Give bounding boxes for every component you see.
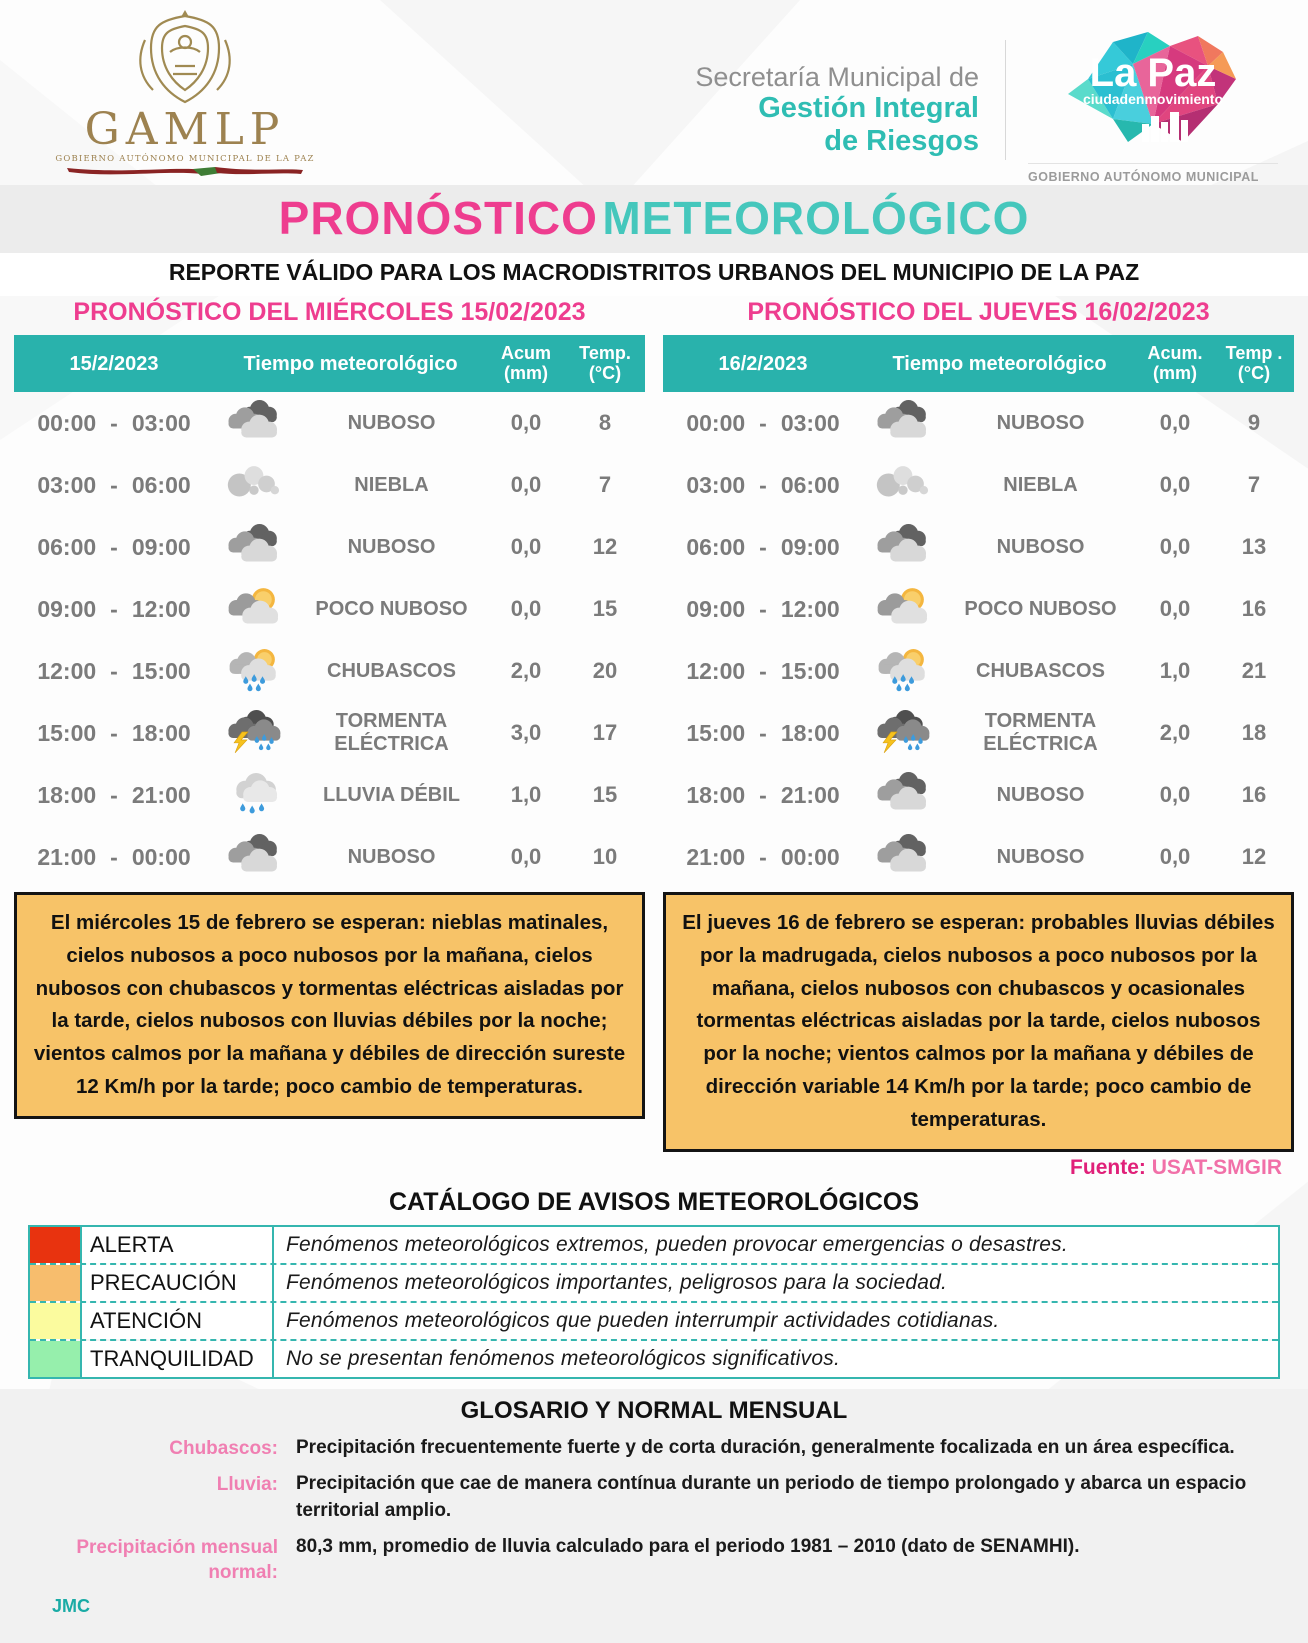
footer-initials: JMC xyxy=(52,1595,91,1616)
forecast-row xyxy=(14,392,645,454)
time-separator: - xyxy=(759,719,767,746)
lapaz-caption: GOBIERNO AUTÓNOMO MUNICIPAL xyxy=(1028,163,1278,184)
weather-icon-cell xyxy=(863,462,945,508)
partly-cloudy-icon xyxy=(874,586,934,632)
time-range xyxy=(14,534,214,561)
glossary-entry xyxy=(28,1534,1280,1585)
time-start: 00:00 xyxy=(686,409,746,436)
time-range xyxy=(663,472,863,499)
condition-label: CHUBASCOS xyxy=(976,659,1105,682)
time-range xyxy=(663,720,863,747)
time-separator: - xyxy=(759,471,767,498)
header-divider xyxy=(1005,40,1006,160)
weather-icon-cell xyxy=(214,834,296,880)
time-separator: - xyxy=(110,471,118,498)
temperature-value: 17 xyxy=(592,720,618,745)
time-separator: - xyxy=(759,533,767,560)
time-start: 12:00 xyxy=(686,657,746,684)
temperature-value: 13 xyxy=(1241,534,1267,559)
time-separator: - xyxy=(110,843,118,870)
time-end: 03:00 xyxy=(131,409,191,436)
time-end: 21:00 xyxy=(780,781,840,808)
time-start: 03:00 xyxy=(686,471,746,498)
secretaria-line3: de Riesgos xyxy=(824,124,979,157)
time-start: 06:00 xyxy=(686,533,746,560)
time-start: 21:00 xyxy=(37,843,97,870)
catalog-row xyxy=(30,1227,1278,1263)
forecast-grid xyxy=(0,296,1308,1152)
condition-label: NIEBLA xyxy=(1003,473,1078,496)
forecast-heading: PRONÓSTICO DEL JUEVES 16/02/2023 xyxy=(747,298,1210,326)
cloudy-icon xyxy=(874,400,934,446)
svg-text:ciudadenmovimiento: ciudadenmovimiento xyxy=(1082,91,1224,107)
catalog-row xyxy=(30,1339,1278,1377)
condition-label: TORMENTA ELÉCTRICA xyxy=(983,710,1098,755)
alert-color-swatch xyxy=(30,1227,82,1263)
temperature-value: 21 xyxy=(1241,658,1267,683)
time-separator: - xyxy=(110,595,118,622)
accumulation-value: 0,0 xyxy=(1159,782,1191,807)
secretaria-line1: Secretaría Municipal de xyxy=(695,62,979,92)
time-separator: - xyxy=(110,409,118,436)
time-separator: - xyxy=(759,657,767,684)
accumulation-value: 0,0 xyxy=(510,410,542,435)
time-end: 00:00 xyxy=(131,843,191,870)
time-start: 15:00 xyxy=(37,719,97,746)
thunderstorm-icon xyxy=(225,710,285,756)
time-start: 06:00 xyxy=(37,533,97,560)
condition-label: LLUVIA DÉBIL xyxy=(322,783,461,806)
forecast-table xyxy=(663,335,1294,888)
gamlp-crest-icon xyxy=(125,10,245,110)
condition-label: NUBOSO xyxy=(347,845,436,868)
col-weather: Tiempo meteorológico xyxy=(243,352,458,375)
glossary-term: Precipitación mensual normal: xyxy=(76,1537,278,1584)
gamlp-ribbon-icon xyxy=(65,164,305,178)
forecast-row xyxy=(663,516,1294,578)
weather-icon-cell xyxy=(863,648,945,694)
catalog-row xyxy=(30,1263,1278,1301)
col-acum: Acum (mm) xyxy=(500,342,551,383)
alert-level-label: TRANQUILIDAD xyxy=(82,1341,274,1377)
fog-icon xyxy=(225,462,285,508)
time-range xyxy=(14,844,214,871)
forecast-row xyxy=(663,640,1294,702)
time-range xyxy=(663,534,863,561)
alert-color-swatch xyxy=(30,1265,82,1301)
weather-icon-cell xyxy=(863,710,945,756)
col-temp: Temp . (°C) xyxy=(1225,342,1283,383)
forecast-row xyxy=(663,454,1294,516)
forecast-table-header xyxy=(663,335,1294,392)
temperature-value: 15 xyxy=(592,596,618,621)
fog-icon xyxy=(874,462,934,508)
showers-icon xyxy=(874,648,934,694)
forecast-row xyxy=(663,578,1294,640)
header xyxy=(0,0,1308,185)
time-separator: - xyxy=(759,409,767,436)
time-end: 09:00 xyxy=(780,533,840,560)
time-end: 03:00 xyxy=(780,409,840,436)
glossary-definition: 80,3 mm, promedio de lluvia calculado para el periodo 1981 – 2010 (dato de SENAMHI). xyxy=(296,1536,1080,1558)
forecast-table xyxy=(14,335,645,888)
alert-color-swatch xyxy=(30,1303,82,1339)
gamlp-caption: GOBIERNO AUTÓNOMO MUNICIPAL DE LA PAZ xyxy=(55,154,315,164)
forecast-row xyxy=(14,578,645,640)
temperature-value: 9 xyxy=(1247,410,1261,435)
time-range xyxy=(663,844,863,871)
secretaria-line2: Gestión Integral xyxy=(758,92,979,125)
alert-description: Fenómenos meteorológicos que pueden interrumpir actividades cotidianas. xyxy=(274,1303,1278,1339)
weather-icon-cell xyxy=(214,710,296,756)
catalog-table xyxy=(28,1225,1280,1379)
time-range xyxy=(663,596,863,623)
time-separator: - xyxy=(110,719,118,746)
col-temp: Temp. (°C) xyxy=(579,342,631,383)
glossary-section xyxy=(0,1389,1308,1643)
time-separator: - xyxy=(110,781,118,808)
time-end: 09:00 xyxy=(131,533,191,560)
time-range xyxy=(14,410,214,437)
lapaz-logo xyxy=(1028,10,1278,184)
time-range xyxy=(14,720,214,747)
weather-icon-cell xyxy=(863,834,945,880)
accumulation-value: 1,0 xyxy=(510,782,542,807)
cloudy-icon xyxy=(874,834,934,880)
forecast-row xyxy=(14,640,645,702)
forecast-summary xyxy=(14,892,645,1119)
forecast-summary xyxy=(663,892,1294,1152)
condition-label: NUBOSO xyxy=(996,535,1085,558)
accumulation-value: 3,0 xyxy=(510,720,542,745)
forecast-table-header xyxy=(14,335,645,392)
forecast-row xyxy=(14,454,645,516)
time-end: 15:00 xyxy=(131,657,191,684)
alert-level-label: PRECAUCIÓN xyxy=(82,1265,274,1301)
weather-icon-cell xyxy=(214,524,296,570)
weather-icon-cell xyxy=(863,524,945,570)
temperature-value: 12 xyxy=(1241,844,1267,869)
time-range xyxy=(663,782,863,809)
alert-description: Fenómenos meteorológicos importantes, peligrosos para la sociedad. xyxy=(274,1265,1278,1301)
page-title-part1: PRONÓSTICO xyxy=(278,192,598,244)
condition-label: NUBOSO xyxy=(996,411,1085,434)
alert-color-swatch xyxy=(30,1341,82,1377)
catalog-row xyxy=(30,1301,1278,1339)
catalog-title: CATÁLOGO DE AVISOS METEOROLÓGICOS xyxy=(388,1187,920,1216)
forecast-summary-text: El jueves 16 de febrero se esperan: probables lluvias débiles por la madrugada, cielos nubosos a poco nubosos por la mañana, cielos nubosos con chubascos y ocasionales tormentas eléctricas aisladas por la tarde, cielos nubosos por la noche; vientos calmos por la mañana y débiles de dirección variable 14 Km/h por la tarde; poco cambio de temperaturas. xyxy=(682,911,1275,1131)
condition-label: TORMENTA ELÉCTRICA xyxy=(334,710,449,755)
forecast-thursday xyxy=(663,296,1294,1152)
temperature-value: 18 xyxy=(1241,720,1267,745)
condition-label: NUBOSO xyxy=(996,845,1085,868)
condition-label: POCO NUBOSO xyxy=(315,597,468,620)
accumulation-value: 0,0 xyxy=(1159,844,1191,869)
time-separator: - xyxy=(759,781,767,808)
forecast-row xyxy=(14,826,645,888)
col-acum: Acum. (mm) xyxy=(1147,342,1203,383)
forecast-row xyxy=(663,392,1294,454)
weather-icon-cell xyxy=(214,462,296,508)
temperature-value: 16 xyxy=(1241,596,1267,621)
time-start: 15:00 xyxy=(686,719,746,746)
accumulation-value: 0,0 xyxy=(1159,534,1191,559)
source-label: Fuente: xyxy=(1070,1155,1146,1179)
temperature-value: 7 xyxy=(598,472,612,497)
glossary-definition: Precipitación frecuentemente fuerte y de corta duración, generalmente focalizada en un área específica. xyxy=(296,1436,1235,1458)
time-separator: - xyxy=(110,533,118,560)
temperature-value: 7 xyxy=(1247,472,1261,497)
time-end: 21:00 xyxy=(131,781,191,808)
condition-label: POCO NUBOSO xyxy=(964,597,1117,620)
time-start: 00:00 xyxy=(37,409,97,436)
glossary-rows xyxy=(28,1435,1280,1586)
thunderstorm-icon xyxy=(874,710,934,756)
cloudy-icon xyxy=(225,524,285,570)
accumulation-value: 2,0 xyxy=(1159,720,1191,745)
temperature-value: 10 xyxy=(592,844,618,869)
gamlp-logo xyxy=(55,10,315,183)
lapaz-logo-icon xyxy=(1058,24,1248,154)
alert-level-label: ALERTA xyxy=(82,1227,274,1263)
accumulation-value: 0,0 xyxy=(510,844,542,869)
accumulation-value: 0,0 xyxy=(510,534,542,559)
time-separator: - xyxy=(759,843,767,870)
condition-label: CHUBASCOS xyxy=(327,659,456,682)
condition-label: NUBOSO xyxy=(996,783,1085,806)
time-start: 12:00 xyxy=(37,657,97,684)
weather-icon-cell xyxy=(863,400,945,446)
showers-icon xyxy=(225,648,285,694)
weather-icon-cell xyxy=(214,586,296,632)
weather-icon-cell xyxy=(214,648,296,694)
gamlp-wordmark: GAMLP xyxy=(84,104,286,155)
time-range xyxy=(14,596,214,623)
weather-icon-cell xyxy=(214,400,296,446)
forecast-heading: PRONÓSTICO DEL MIÉRCOLES 15/02/2023 xyxy=(73,298,586,326)
condition-label: NUBOSO xyxy=(347,411,436,434)
page-title-part2: METEOROLÓGICO xyxy=(602,192,1030,244)
forecast-row xyxy=(14,764,645,826)
time-end: 12:00 xyxy=(131,595,191,622)
glossary-definition: Precipitación que cae de manera contínua durante un periodo de tiempo prolongado y abarca un espacio territorial amplio. xyxy=(296,1473,1247,1521)
temperature-value: 15 xyxy=(592,782,618,807)
forecast-summary-text: El miércoles 15 de febrero se esperan: nieblas matinales, cielos nubosos a poco nubosos por la mañana, cielos nubosos con chubascos y tormentas eléctricas aisladas por la tarde, cielos nubosos con lluvias débiles por la noche; vientos calmos por la mañana y débiles de dirección sureste 12 Km/h por la tarde; poco cambio de temperaturas. xyxy=(33,911,626,1098)
time-start: 03:00 xyxy=(37,471,97,498)
temperature-value: 20 xyxy=(592,658,618,683)
time-start: 18:00 xyxy=(686,781,746,808)
time-range xyxy=(14,658,214,685)
time-end: 06:00 xyxy=(780,471,840,498)
forecast-wednesday xyxy=(14,296,645,1152)
time-start: 09:00 xyxy=(37,595,97,622)
time-end: 18:00 xyxy=(131,719,191,746)
accumulation-value: 1,0 xyxy=(1159,658,1191,683)
accumulation-value: 2,0 xyxy=(510,658,542,683)
title-band xyxy=(0,185,1308,253)
light-rain-icon xyxy=(225,772,285,818)
time-end: 06:00 xyxy=(131,471,191,498)
glossary-term: Lluvia: xyxy=(216,1474,278,1496)
temperature-value: 12 xyxy=(592,534,618,559)
glossary-entry xyxy=(28,1435,1280,1462)
weather-icon-cell xyxy=(214,772,296,818)
time-end: 18:00 xyxy=(780,719,840,746)
col-date: 16/2/2023 xyxy=(718,352,808,375)
accumulation-value: 0,0 xyxy=(510,472,542,497)
forecast-row xyxy=(663,702,1294,764)
time-start: 21:00 xyxy=(686,843,746,870)
glossary-title: GLOSARIO Y NORMAL MENSUAL xyxy=(460,1396,848,1424)
accumulation-value: 0,0 xyxy=(1159,410,1191,435)
alert-description: No se presentan fenómenos meteorológicos significativos. xyxy=(274,1341,1278,1377)
condition-label: NUBOSO xyxy=(347,535,436,558)
svg-text:La Paz: La Paz xyxy=(1089,51,1217,95)
weather-icon-cell xyxy=(863,772,945,818)
cloudy-icon xyxy=(874,772,934,818)
secretaria-block xyxy=(695,10,979,157)
time-start: 09:00 xyxy=(686,595,746,622)
time-range xyxy=(14,472,214,499)
accumulation-value: 0,0 xyxy=(1159,472,1191,497)
col-weather: Tiempo meteorológico xyxy=(892,352,1107,375)
accumulation-value: 0,0 xyxy=(510,596,542,621)
time-end: 12:00 xyxy=(780,595,840,622)
forecast-row xyxy=(663,764,1294,826)
accumulation-value: 0,0 xyxy=(1159,596,1191,621)
alert-description: Fenómenos meteorológicos extremos, pueden provocar emergencias o desastres. xyxy=(274,1227,1278,1263)
partly-cloudy-icon xyxy=(225,586,285,632)
col-date: 15/2/2023 xyxy=(69,352,159,375)
time-end: 00:00 xyxy=(780,843,840,870)
source-line xyxy=(0,1152,1308,1182)
glossary-entry xyxy=(28,1471,1280,1524)
forecast-row xyxy=(14,516,645,578)
temperature-value: 8 xyxy=(598,410,612,435)
time-separator: - xyxy=(759,595,767,622)
source-value: USAT-SMGIR xyxy=(1151,1155,1282,1179)
weather-icon-cell xyxy=(863,586,945,632)
forecast-row xyxy=(663,826,1294,888)
time-end: 15:00 xyxy=(780,657,840,684)
time-range xyxy=(663,410,863,437)
time-separator: - xyxy=(110,657,118,684)
time-range xyxy=(663,658,863,685)
forecast-row xyxy=(14,702,645,764)
condition-label: NIEBLA xyxy=(354,473,429,496)
cloudy-icon xyxy=(225,834,285,880)
temperature-value: 16 xyxy=(1241,782,1267,807)
time-range xyxy=(14,782,214,809)
alert-level-label: ATENCIÓN xyxy=(82,1303,274,1339)
cloudy-icon xyxy=(874,524,934,570)
time-start: 18:00 xyxy=(37,781,97,808)
glossary-term: Chubascos: xyxy=(169,1437,278,1459)
cloudy-icon xyxy=(225,400,285,446)
page-subtitle: REPORTE VÁLIDO PARA LOS MACRODISTRITOS URBANOS DEL MUNICIPIO DE LA PAZ xyxy=(0,253,1308,296)
